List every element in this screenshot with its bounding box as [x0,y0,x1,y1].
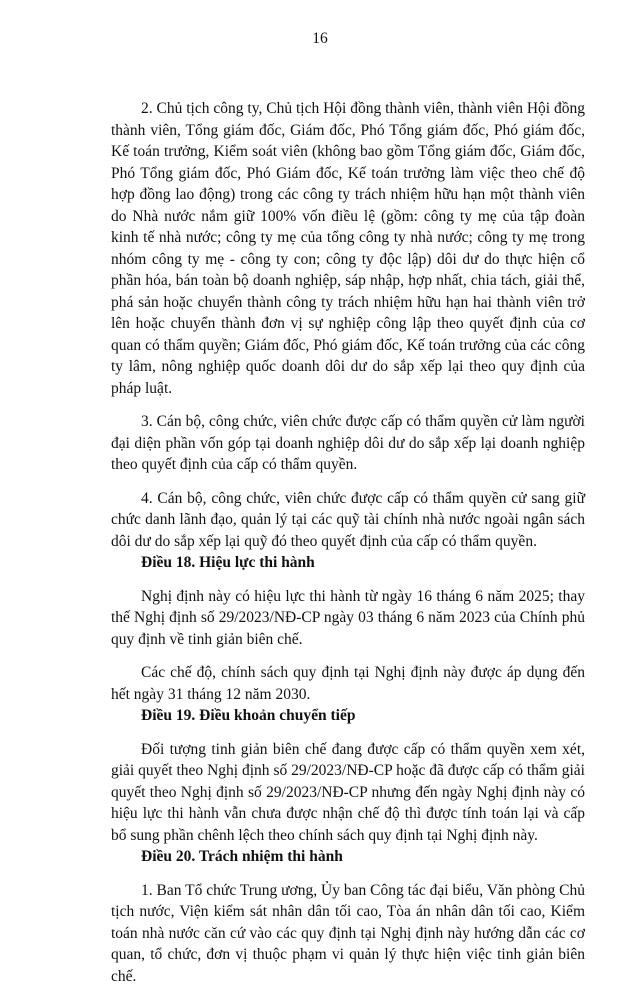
article-19-heading: Điều 19. Điều khoản chuyển tiếp [111,705,585,727]
paragraph-clause-4: 4. Cán bộ, công chức, viên chức được cấp có thẩm quyền cử sang giữ chức danh lãnh đạo, quản lý tại các quỹ tài chính nhà nước ngoài ngân sách dôi dư do sắp xếp lại quỹ đó theo quyết định của cấp có thẩm quyền. [111,488,585,553]
paragraph-clause-3: 3. Cán bộ, công chức, viên chức được cấp có thẩm quyền cử làm người đại diện phần vốn góp tại doanh nghiệp dôi dư do sắp xếp lại doanh nghiệp theo quyết định của cấp có thẩm quyền. [111,411,585,476]
article-19-paragraph: Đối tượng tinh giản biên chế đang được cấp có thẩm quyền xem xét, giải quyết theo Nghị định số 29/2023/NĐ-CP hoặc đã được cấp có thẩm giải quyết theo Nghị định số 29/2023/NĐ-CP nhưng đến ngày Nghị định này có hiệu lực thi hành vẫn chưa được nhận chế độ thì được tính toán lại và cấp bổ sung phần chênh lệch theo chính sách quy định tại Nghị định này. [111,739,585,847]
article-20-clause-1: 1. Ban Tổ chức Trung ương, Ủy ban Công tác đại biểu, Văn phòng Chủ tịch nước, Viện kiểm sát nhân dân tối cao, Tòa án nhân dân tối cao, Kiểm toán nhà nước căn cứ vào các quy định tại Nghị định này hướng dẫn các cơ quan, tổ chức, đơn vị thuộc phạm vi quản lý thực hiện việc tinh giản biên chế. [111,880,585,987]
article-18-heading: Điều 18. Hiệu lực thi hành [111,552,585,574]
paragraph-clause-2: 2. Chủ tịch công ty, Chủ tịch Hội đồng thành viên, thành viên Hội đồng thành viên, Tổng giám đốc, Giám đốc, Phó Tổng giám đốc, Phó giám đốc, Kế toán trưởng, Kiểm soát viên (không bao gồm Tổng giám đốc, Giám đốc, Phó Tổng giám đốc, Phó Giám đốc, Kế toán trưởng làm việc theo chế độ hợp đồng lao động) trong các công ty trách nhiệm hữu hạn một thành viên do Nhà nước nắm giữ 100% vốn điều lệ (gồm: công ty mẹ của tập đoàn kinh tế nhà nước; công ty mẹ của tổng công ty nhà nước; công ty mẹ trong nhóm công ty mẹ - công ty con; công ty độc lập) dôi dư do thực hiện cổ phần hóa, bán toàn bộ doanh nghiệp, sáp nhập, hợp nhất, chia tách, giải thể, phá sản hoặc chuyển thành công ty trách nhiệm hữu hạn hai thành viên trở lên hoặc chuyển thành đơn vị sự nghiệp công lập theo quyết định của cơ quan có thẩm quyền; Giám đốc, Phó giám đốc, Kế toán trưởng của các công ty lâm, nông nghiệp quốc doanh dôi dư do sắp xếp lại theo quy định của pháp luật. [111,98,585,399]
page-number: 16 [0,30,640,48]
article-18-paragraph-1: Nghị định này có hiệu lực thi hành từ ngày 16 tháng 6 năm 2025; thay thế Nghị định số 29/2023/NĐ-CP ngày 03 tháng 6 năm 2023 của Chính phủ quy định về tinh giản biên chế. [111,586,585,651]
article-18-paragraph-2: Các chế độ, chính sách quy định tại Nghị định này được áp dụng đến hết ngày 31 tháng 12 năm 2030. [111,662,585,705]
document-body [111,98,585,987]
article-20-heading: Điều 20. Trách nhiệm thi hành [111,846,585,868]
